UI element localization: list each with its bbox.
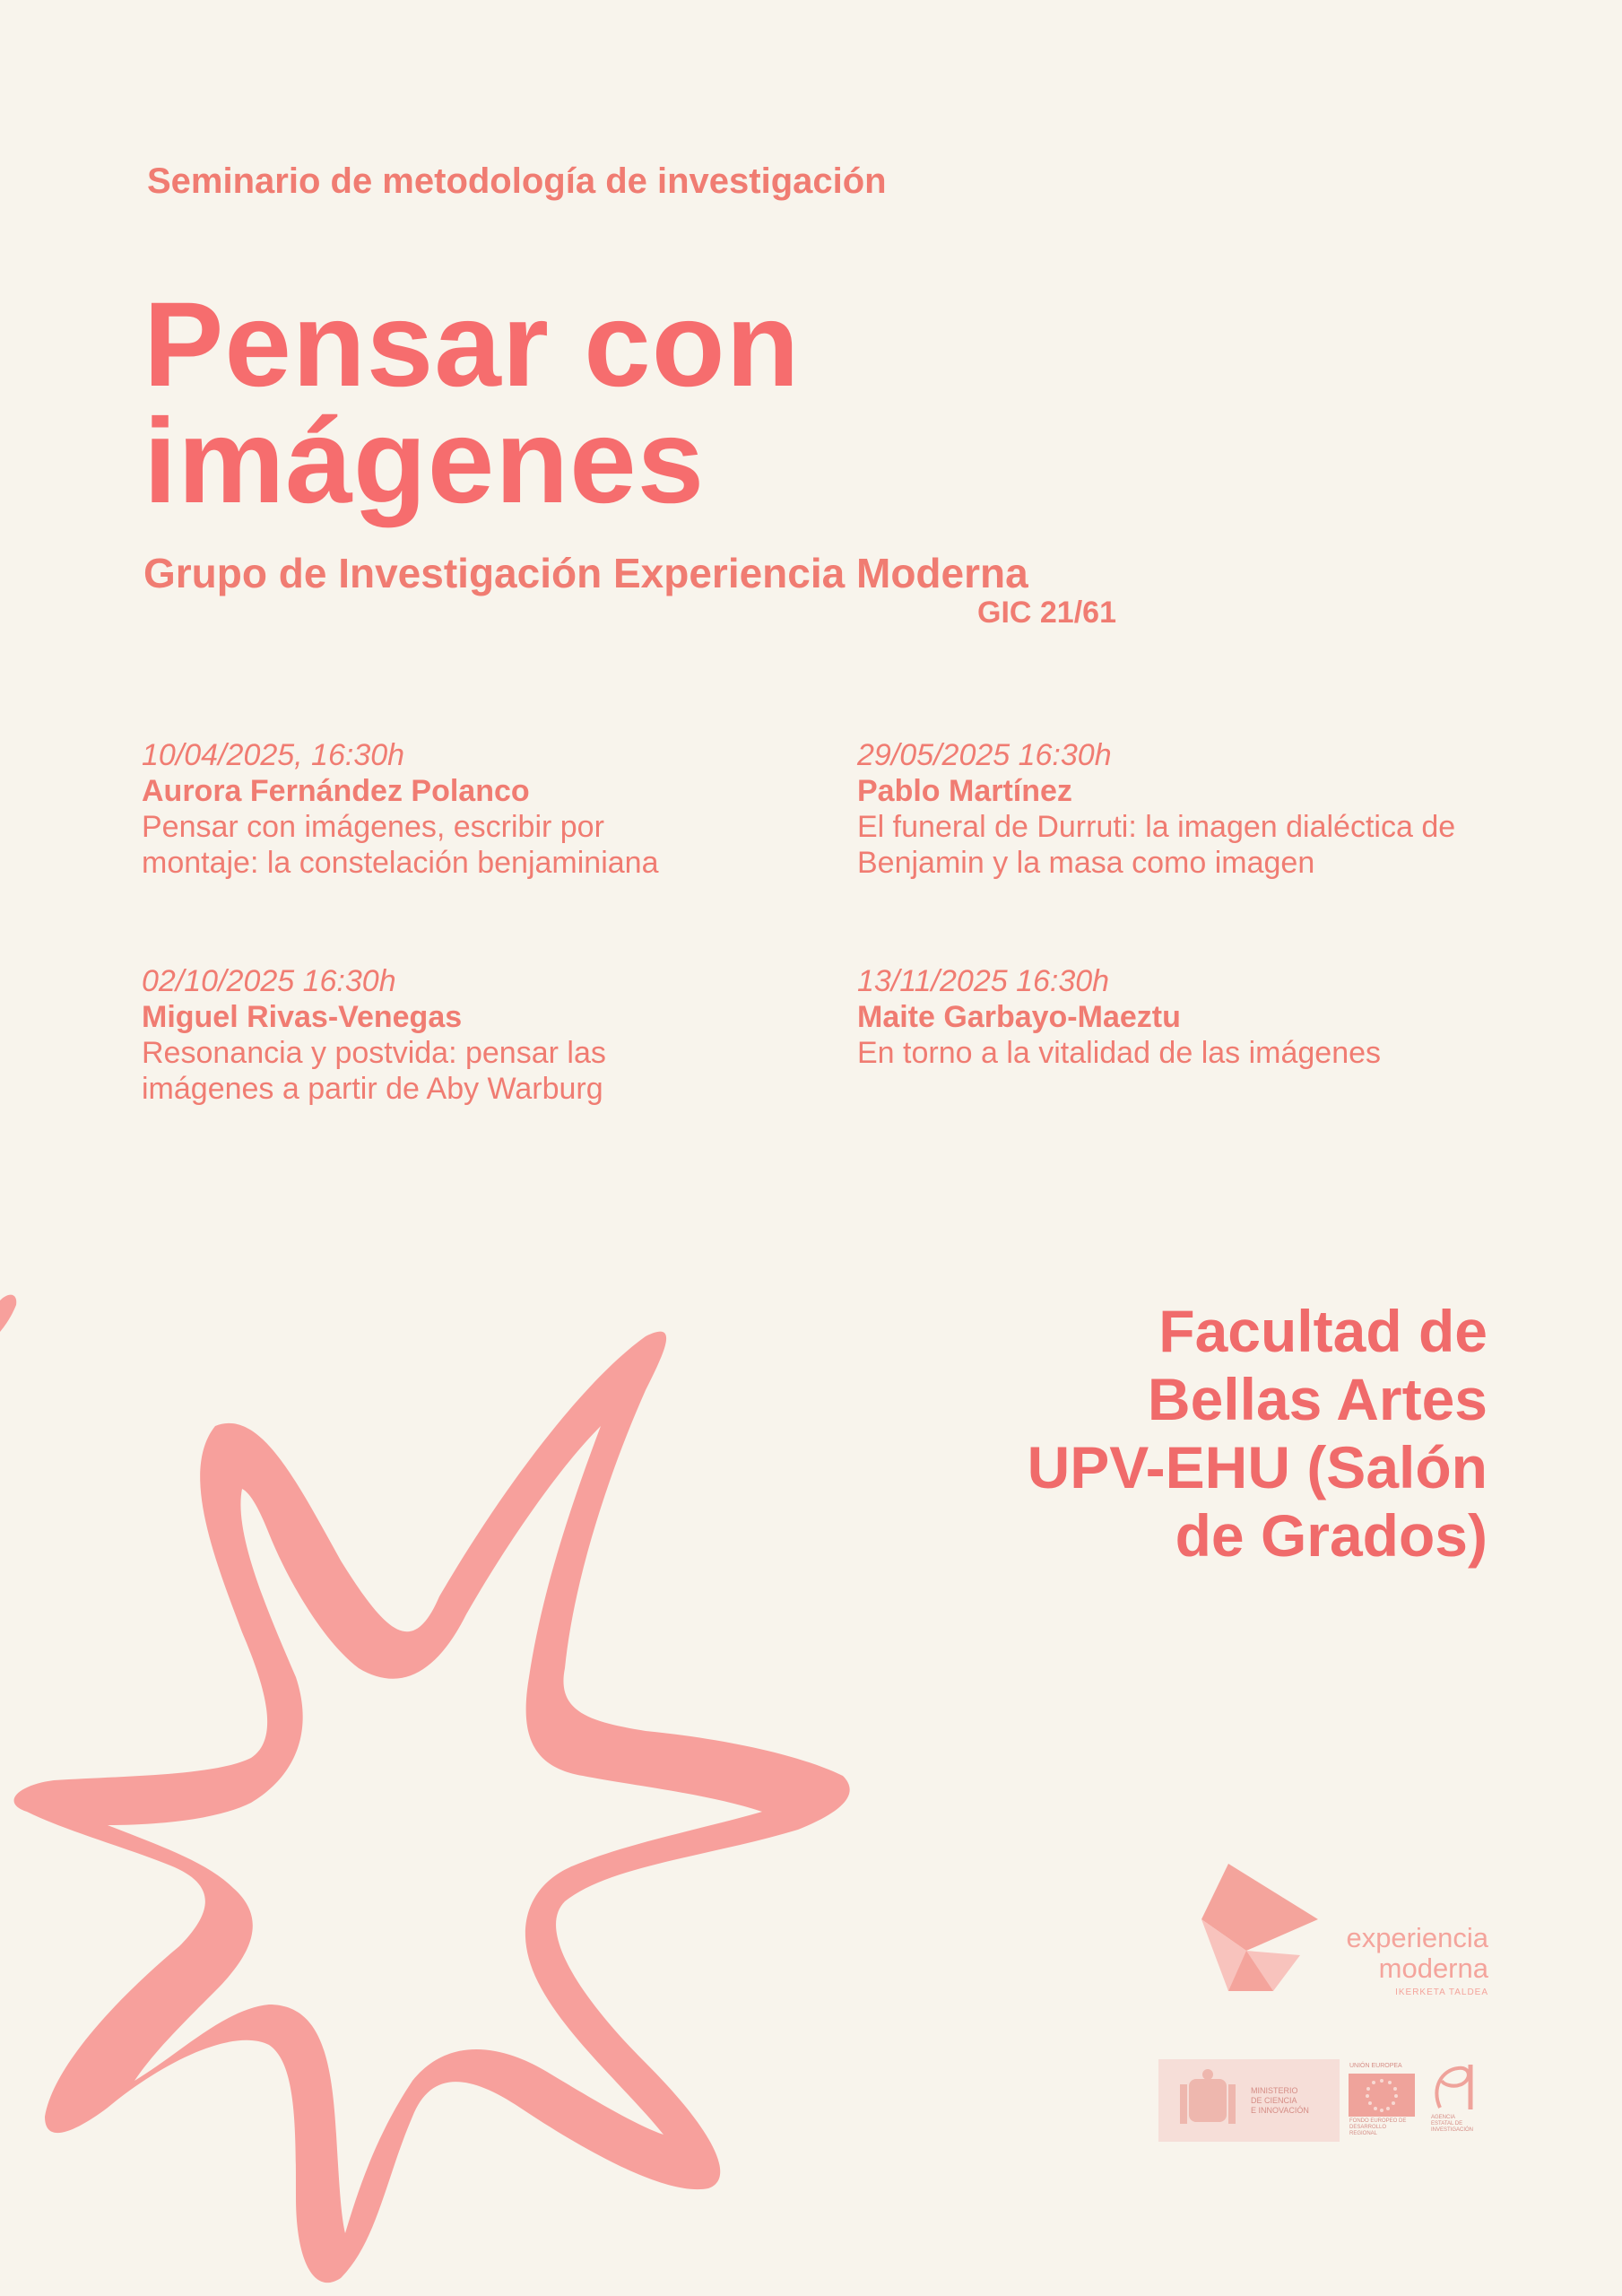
session-talk-line: El funeral de Durruti: la imagen dialéctica de (857, 810, 1456, 844)
group-code: GIC 21/61 (977, 596, 1116, 630)
logo-word: moderna (1378, 1952, 1488, 1984)
venue-line: UPV-EHU (Salón (1027, 1434, 1488, 1500)
session-date: 13/11/2025 16:30h (857, 964, 1110, 998)
eu-fund-label: FONDO EUROPEO DE DESARROLLO REGIONAL (1349, 2118, 1407, 2136)
ministry-name: MINISTERIO DE CIENCIA E INNOVACIÓN (1251, 2086, 1309, 2115)
session-3 (142, 963, 805, 1107)
session-speaker: Maite Garbayo-Maeztu (857, 1000, 1181, 1034)
session-1 (142, 737, 805, 881)
session-talk-line: En torno a la vitalidad de las imágenes (857, 1036, 1382, 1070)
session-date: 02/10/2025 16:30h (142, 964, 396, 998)
eu-label: UNIÓN EUROPEA (1349, 2063, 1402, 2069)
eu-flag-icon (1349, 2074, 1415, 2117)
session-date: 29/05/2025 16:30h (857, 738, 1112, 772)
session-speaker: Pablo Martínez (857, 774, 1072, 808)
session-talk-line: Pensar con imágenes, escribir por (142, 810, 604, 844)
aei-name: AGENCIA ESTATAL DE INVESTIGACIÓN (1431, 2115, 1474, 2133)
title-line-1: Pensar con (143, 278, 801, 412)
logo-word: experiencia (1346, 1922, 1488, 1953)
title-line-2: imágenes (143, 395, 706, 528)
experiencia-moderna-logo-icon (1193, 1857, 1327, 2000)
session-talk-line: montaje: la constelación benjaminiana (142, 846, 659, 880)
research-group: Grupo de Investigación Experiencia Moderna (143, 550, 1028, 596)
session-speaker: Aurora Fernández Polanco (142, 774, 530, 808)
session-2 (857, 737, 1521, 881)
aei-logo-icon (1431, 2061, 1485, 2113)
session-speaker: Miguel Rivas-Venegas (142, 1000, 463, 1034)
seminar-label: Seminario de metodología de investigación (147, 161, 887, 201)
star-decoration (0, 1274, 879, 2296)
session-talk-line: Resonancia y postvida: pensar las (142, 1036, 606, 1070)
session-talk-line: imágenes a partir de Aby Warburg (142, 1072, 603, 1106)
logo-tagline: IKERKETA TALDEA (1395, 1987, 1488, 1997)
session-date: 10/04/2025, 16:30h (142, 738, 405, 772)
venue-line: Facultad de (1158, 1298, 1488, 1364)
venue-line: de Grados) (1175, 1502, 1488, 1569)
venue (860, 1297, 1488, 1570)
venue-line: Bellas Artes (1147, 1366, 1488, 1432)
coat-of-arms-icon (1176, 2068, 1239, 2133)
session-4 (857, 963, 1521, 1071)
star-shape (14, 1332, 850, 2283)
star-tip-fragment (0, 1295, 16, 1332)
session-talk-line: Benjamin y la masa como imagen (857, 846, 1315, 880)
logo-wordmark (1327, 1923, 1488, 1997)
page-title (143, 278, 801, 528)
